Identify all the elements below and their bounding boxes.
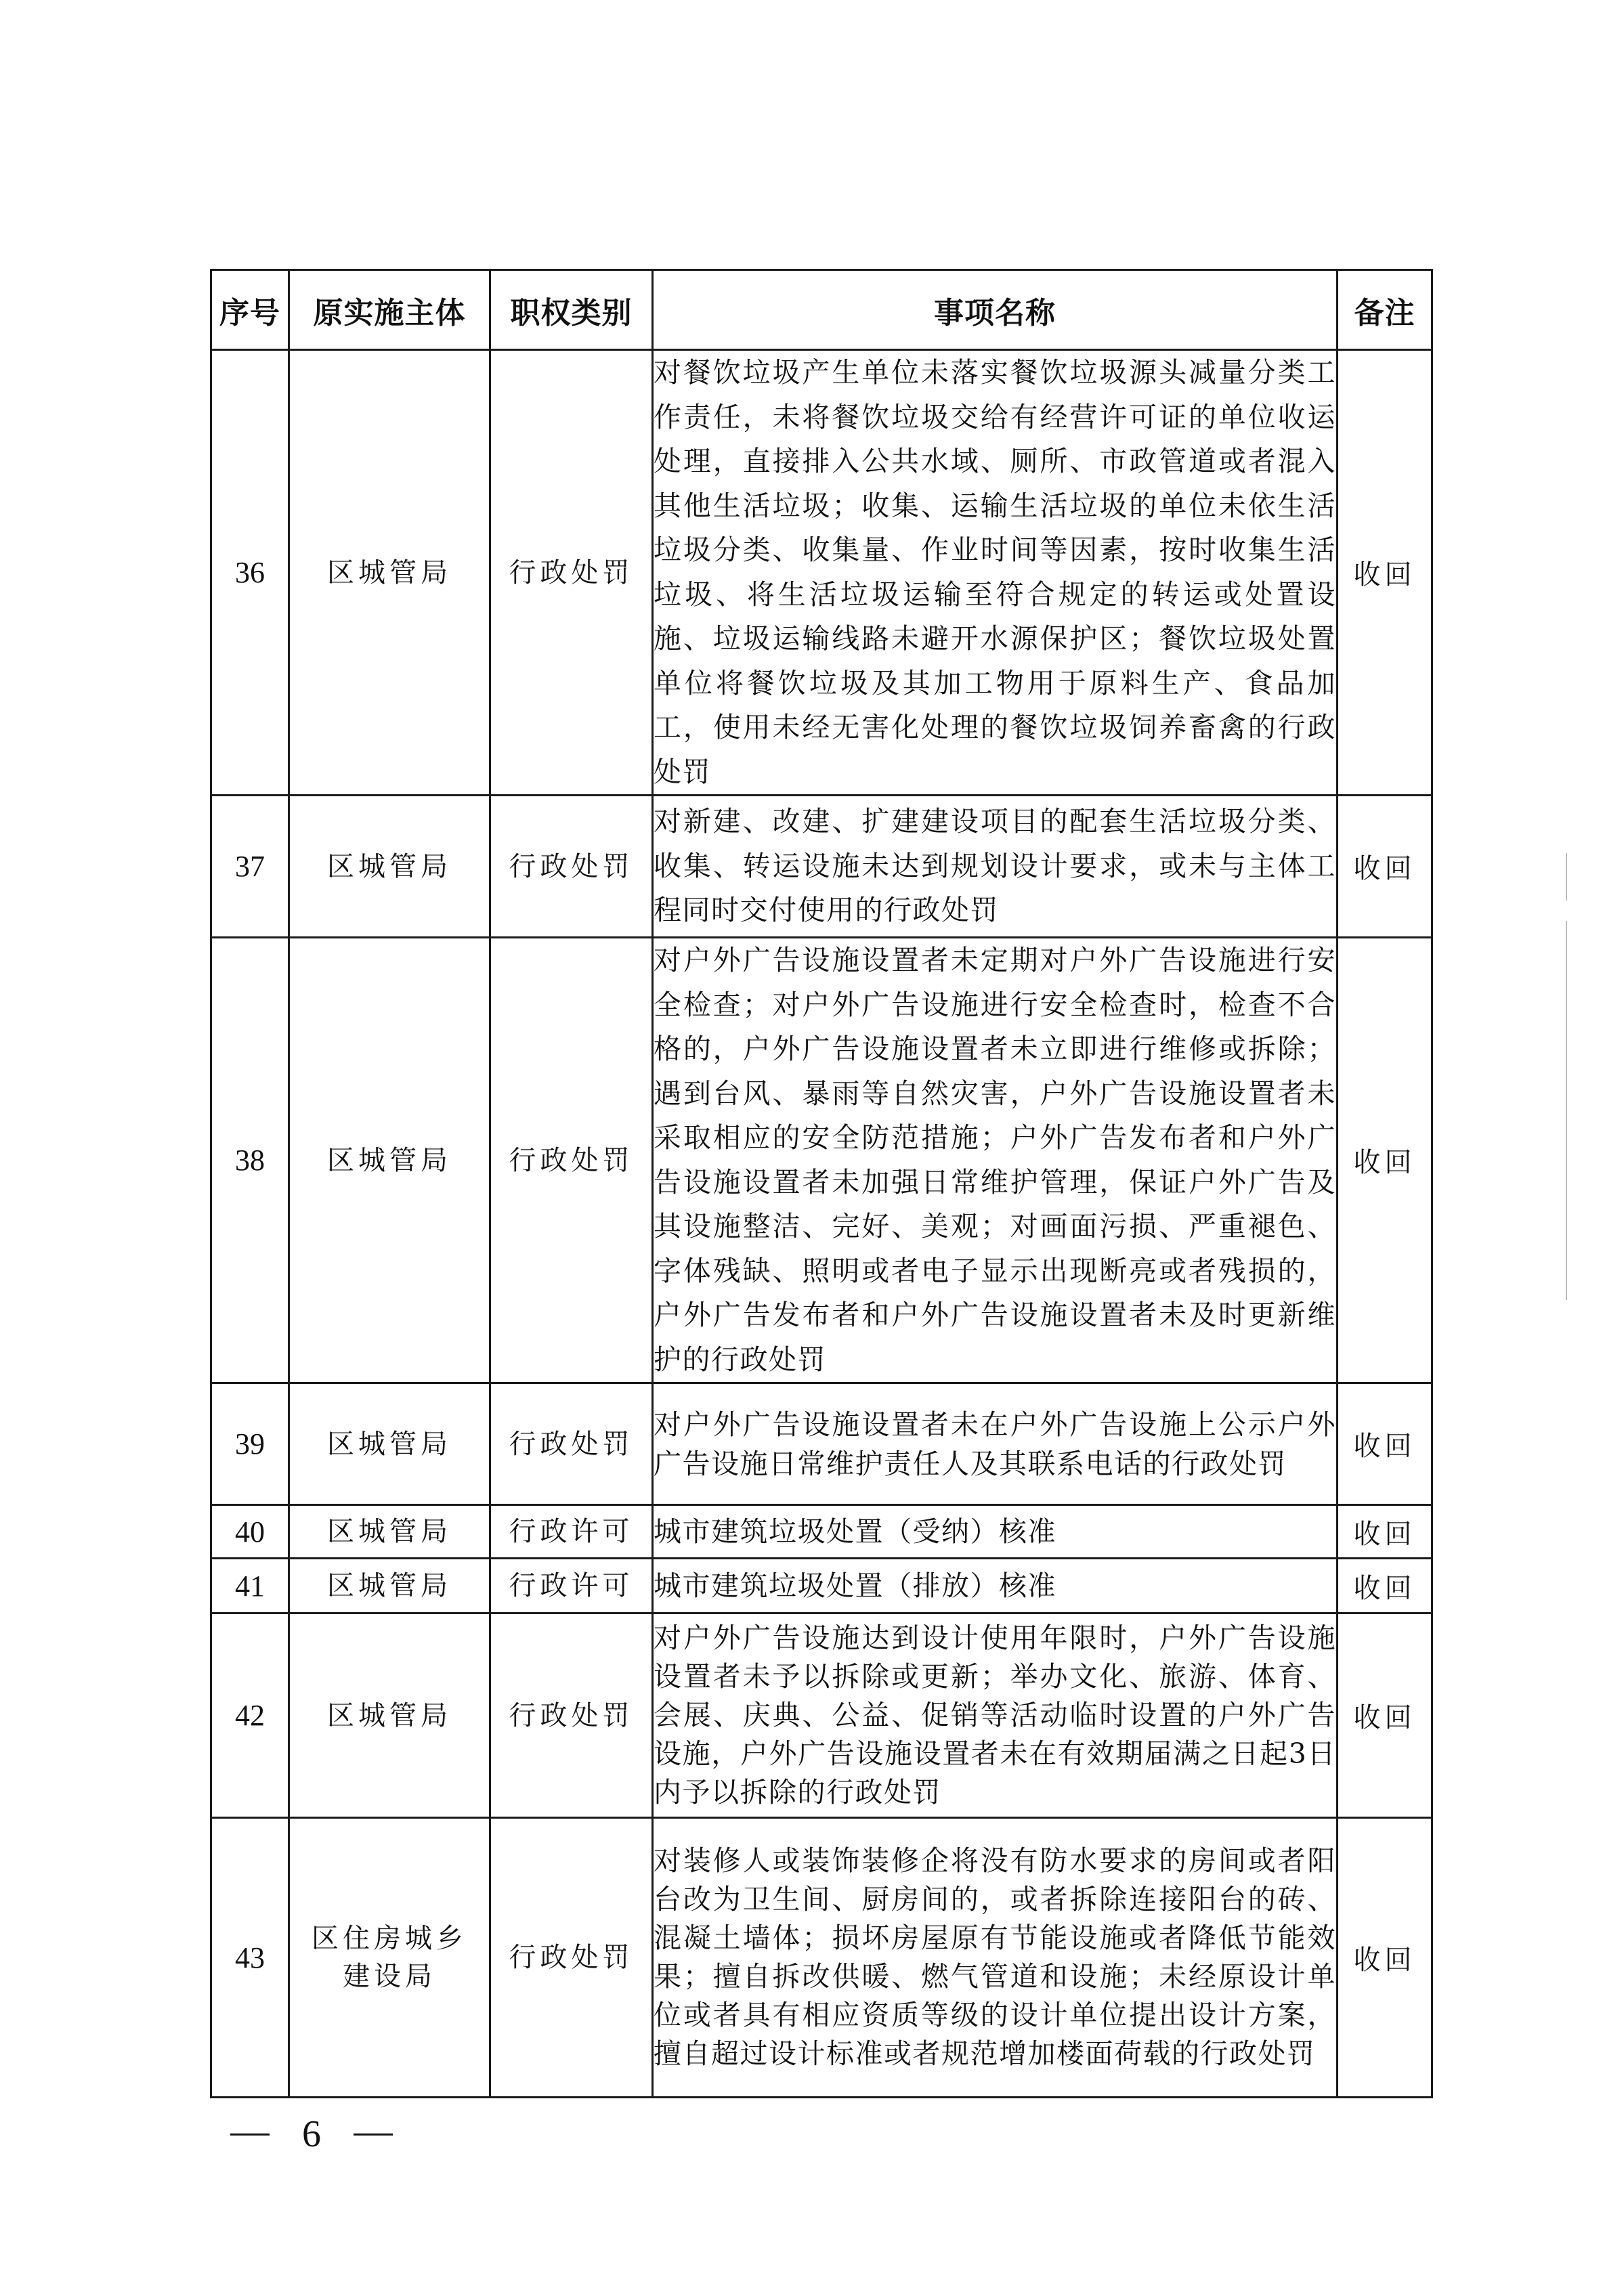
table-row: [211, 1505, 1432, 1559]
cell-subject: 区城管局: [289, 796, 490, 938]
table-row: [211, 1818, 1432, 2098]
header-item-name: 事项名称: [653, 270, 1338, 350]
cell-item: 对新建、改建、扩建建设项目的配套生活垃圾分类、收集、转运设施未达到规划设计要求，或未与主体工程同时交付使用的行政处罚: [653, 796, 1338, 938]
table-row: [211, 1383, 1432, 1505]
page-footer: [230, 2113, 393, 2156]
cell-category: 行政许可: [490, 1559, 653, 1613]
cell-seq: 41: [211, 1559, 289, 1613]
table-header-row: [211, 270, 1432, 350]
cell-category: 行政处罚: [490, 350, 653, 796]
cell-subject: 区城管局: [289, 1383, 490, 1505]
footer-dash-left: [230, 2133, 270, 2136]
cell-seq: 40: [211, 1505, 289, 1559]
cell-subject: 区城管局: [289, 1559, 490, 1613]
cell-seq: 38: [211, 938, 289, 1383]
cell-subject: 区城管局: [289, 1613, 490, 1818]
header-category: 职权类别: [490, 270, 653, 350]
table-row: [211, 938, 1432, 1383]
cell-seq: 42: [211, 1613, 289, 1818]
page-number: 6: [302, 2113, 321, 2155]
cell-category: 行政处罚: [490, 796, 653, 938]
table-row: [211, 796, 1432, 938]
cell-category: 行政许可: [490, 1505, 653, 1559]
cell-note: 收回: [1338, 796, 1432, 938]
cell-subject: 区城管局: [289, 1505, 490, 1559]
cell-note: 收回: [1338, 1505, 1432, 1559]
cell-category: 行政处罚: [490, 1383, 653, 1505]
cell-seq: 36: [211, 350, 289, 796]
cell-note: 收回: [1338, 1818, 1432, 2098]
cell-seq: 37: [211, 796, 289, 938]
cell-category: 行政处罚: [490, 1613, 653, 1818]
cell-note: 收回: [1338, 1383, 1432, 1505]
header-note: 备注: [1338, 270, 1432, 350]
cell-subject: 区住房城乡建设局: [289, 1818, 490, 2098]
cell-item: 对户外广告设施设置者未定期对户外广告设施进行安全检查；对户外广告设施进行安全检查时，检查不合格的，户外广告设施设置者未立即进行维修或拆除；遇到台风、暴雨等自然灾害，户外广告设施设置者未采取相应的安全防范措施；户外广告发布者和户外广告设施设置者未加强日常维护管理，保证户外广告及其设施整洁、完好、美观；对画面污损、严重褪色、字体残缺、照明或者电子显示出现断亮或者残损的，户外广告发布者和户外广告设施设置者未及时更新维护的行政处罚: [653, 938, 1338, 1383]
cell-item: 城市建筑垃圾处置（受纳）核准: [653, 1505, 1338, 1559]
table-row: [211, 350, 1432, 796]
cell-seq: 43: [211, 1818, 289, 2098]
cell-item: 城市建筑垃圾处置（排放）核准: [653, 1559, 1338, 1613]
authority-items-table: [210, 269, 1433, 2098]
table-row: [211, 1559, 1432, 1613]
cell-note: 收回: [1338, 1559, 1432, 1613]
cell-note: 收回: [1338, 350, 1432, 796]
scan-artifact-line: [1566, 853, 1567, 901]
scan-artifact-line: [1566, 921, 1567, 1300]
header-subject: 原实施主体: [289, 270, 490, 350]
cell-note: 收回: [1338, 1613, 1432, 1818]
cell-subject: 区城管局: [289, 938, 490, 1383]
cell-item: 对装修人或装饰装修企将没有防水要求的房间或者阳台改为卫生间、厨房间的，或者拆除连接阳台的砖、混凝土墙体；损坏房屋原有节能设施或者降低节能效果；擅自拆改供暖、燃气管道和设施；未经原设计单位或者具有相应资质等级的设计单位提出设计方案，擅自超过设计标准或者规范增加楼面荷载的行政处罚: [653, 1818, 1338, 2098]
cell-category: 行政处罚: [490, 1818, 653, 2098]
cell-item: 对餐饮垃圾产生单位未落实餐饮垃圾源头减量分类工作责任，未将餐饮垃圾交给有经营许可证的单位收运处理，直接排入公共水域、厕所、市政管道或者混入其他生活垃圾；收集、运输生活垃圾的单位未依生活垃圾分类、收集量、作业时间等因素，按时收集生活垃圾、将生活垃圾运输至符合规定的转运或处置设施、垃圾运输线路未避开水源保护区；餐饮垃圾处置单位将餐饮垃圾及其加工物用于原料生产、食品加工，使用未经无害化处理的餐饮垃圾饲养畜禽的行政处罚: [653, 350, 1338, 796]
cell-item: 对户外广告设施达到设计使用年限时，户外广告设施设置者未予以拆除或更新；举办文化、旅游、体育、会展、庆典、公益、促销等活动临时设置的户外广告设施，户外广告设施设置者未在有效期届满之日起3日内予以拆除的行政处罚: [653, 1613, 1338, 1818]
footer-dash-right: [354, 2133, 393, 2136]
header-seq: 序号: [211, 270, 289, 350]
cell-category: 行政处罚: [490, 938, 653, 1383]
cell-note: 收回: [1338, 938, 1432, 1383]
cell-subject: 区城管局: [289, 350, 490, 796]
table-row: [211, 1613, 1432, 1818]
cell-item: 对户外广告设施设置者未在户外广告设施上公示户外广告设施日常维护责任人及其联系电话的行政处罚: [653, 1383, 1338, 1505]
cell-seq: 39: [211, 1383, 289, 1505]
